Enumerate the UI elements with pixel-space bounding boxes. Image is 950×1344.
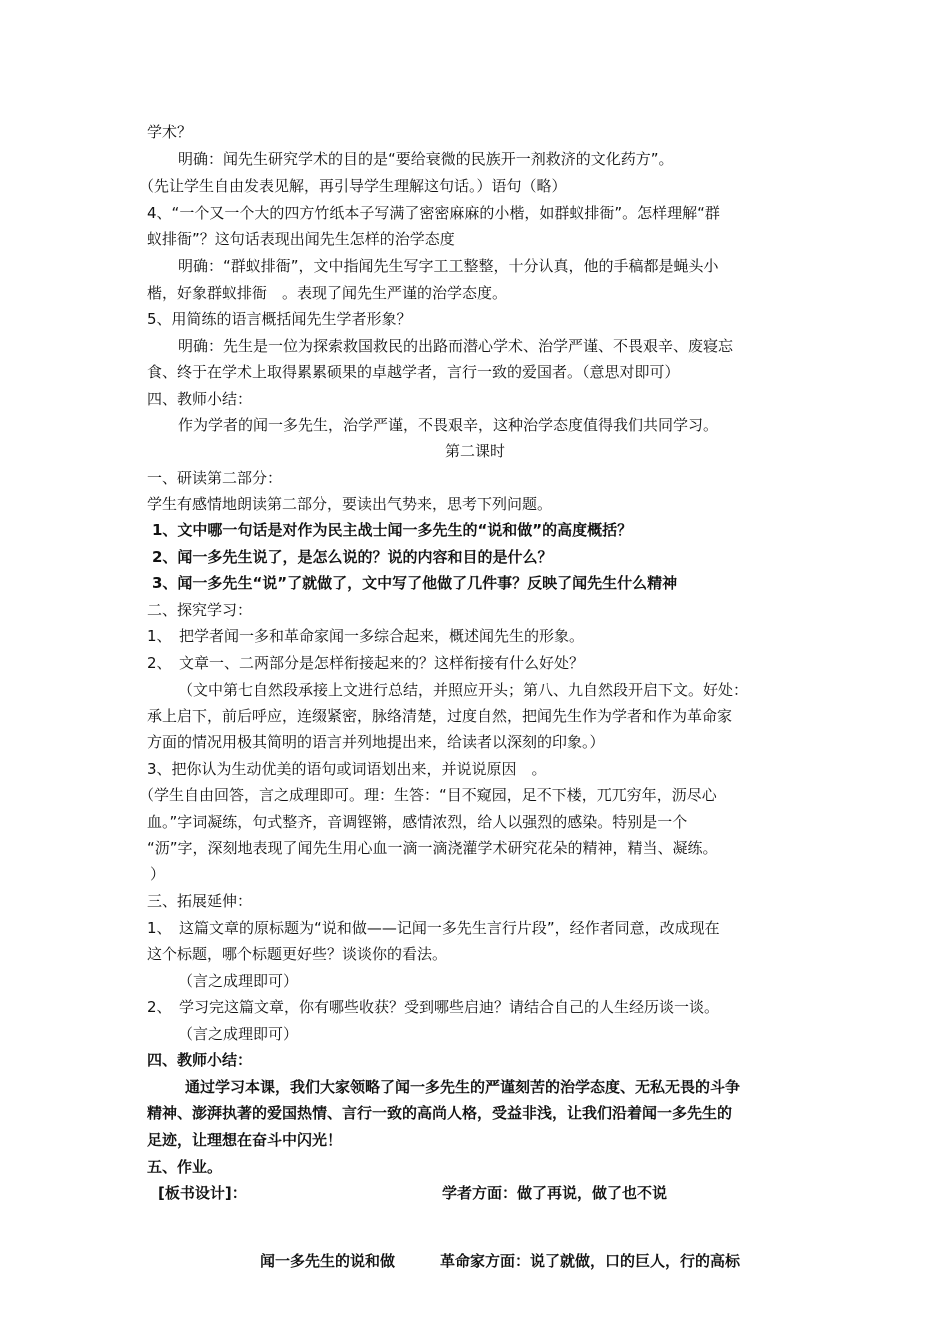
section-heading: 三、拓展延伸：	[147, 892, 253, 910]
text-line: 蚁排衙”？这句话表现出闻先生怎样的治学态度	[147, 230, 455, 248]
section-heading: 一、研读第二部分：	[147, 469, 283, 487]
text-line: （文中第七自然段承接上文进行总结，并照应开头；第八、九自然段开启下文。好处：	[178, 681, 749, 699]
text-line: 明确：先生是一位为探索救国救民的出路而潜心学术、治学严谨、不畏艰辛、废寝忘	[178, 337, 734, 355]
board-center-title: 闻一多先生的说和做	[260, 1252, 396, 1270]
text-line: 2、 学习完这篇文章，你有哪些收获？受到哪些启迪？请结合自己的人生经历谈一谈。	[147, 998, 720, 1016]
text-line: 食、终于在学术上取得累累硕果的卓越学者，言行一致的爱国者。（意思对即可）	[147, 363, 680, 381]
text-line: 明确：“群蚁排衙”，文中指闻先生写字工工整整，十分认真，他的手稿都是蝇头小	[178, 257, 719, 275]
text-line: 明确：闻先生研究学术的目的是“要给衰微的民族开一剂救济的文化药方”。	[178, 150, 674, 168]
text-line: 楷，好象群蚁排衙 。表现了闻先生严谨的治学态度。	[147, 284, 508, 302]
text-line: 作为学者的闻一多先生，治学严谨，不畏艰辛，这种治学态度值得我们共同学习。	[178, 416, 719, 434]
text-line: （言之成理即可）	[178, 1025, 299, 1043]
text-line: 1、 把学者闻一多和革命家闻一多综合起来，概述闻先生的形象。	[147, 627, 585, 645]
text-line: ）	[150, 865, 166, 883]
board-scholar-line: 学者方面：做了再说，做了也不说	[442, 1184, 668, 1202]
summary-line: 足迹，让理想在奋斗中闪光！	[147, 1131, 343, 1149]
text-line: 承上启下，前后呼应，连缀紧密，脉络清楚，过度自然，把闻先生作为学者和作为革命家	[147, 707, 733, 725]
text-line: （言之成理即可）	[178, 972, 299, 990]
section-heading: 二、探究学习：	[147, 601, 253, 619]
section-heading: 四、教师小结：	[147, 1051, 253, 1069]
summary-line: 精神、澎湃执著的爱国热情、言行一致的高尚人格，受益非浅，让我们沿着闻一多先生的	[147, 1104, 733, 1122]
text-line: 血。”字词凝练，句式整齐，音调铿锵，感情浓烈，给人以强烈的感染。特别是一个	[147, 813, 688, 831]
question-line: 2、闻一多先生说了，是怎么说的？说的内容和目的是什么？	[152, 548, 553, 566]
question-line: 1、文中哪一句话是对作为民主战士闻一多先生的“说和做”的高度概括？	[152, 521, 633, 539]
text-line: 2、 文章一、二两部分是怎样衔接起来的？这样衔接有什么好处？	[147, 654, 585, 672]
text-line: “沥”字，深刻地表现了闻先生用心血一滴一滴浇灌学术研究花朵的精神，精当、凝练。	[147, 839, 718, 857]
lesson-title: 第二课时	[444, 442, 505, 460]
summary-line: 通过学习本课，我们大家领略了闻一多先生的严谨刻苦的治学态度、无私无畏的斗争	[185, 1078, 741, 1096]
section-heading: 四、教师小结：	[147, 390, 253, 408]
text-line: 这个标题，哪个标题更好些？谈谈你的看法。	[147, 945, 448, 963]
text-line: 学术？	[147, 123, 193, 141]
section-heading: 五、作业。	[147, 1158, 223, 1176]
text-line: 5、用简练的语言概括闻先生学者形象？	[147, 310, 412, 328]
text-line: 方面的情况用极其简明的语言并列地提出来，给读者以深刻的印象。）	[147, 733, 605, 751]
question-line: 3、闻一多先生“说”了就做了，文中写了他做了几件事？反映了闻先生什么精神	[152, 574, 678, 592]
text-line: （学生自由回答，言之成理即可。理：生答：“目不窥园，足不下楼，兀兀穷年，沥尽心	[139, 786, 717, 804]
board-design-label: [板书设计]：	[158, 1184, 247, 1202]
text-line: 4、“一个又一个大的四方竹纸本子写满了密密麻麻的小楷，如群蚁排衙”。怎样理解“群	[147, 204, 720, 222]
text-line: 3、把你认为生动优美的语句或词语划出来，并说说原因 。	[147, 760, 547, 778]
board-revolutionary-line: 革命家方面：说了就做，口的巨人，行的高标	[440, 1252, 741, 1270]
text-line: 学生有感情地朗读第二部分，要读出气势来，思考下列问题。	[147, 495, 553, 513]
text-line: （先让学生自由发表见解，再引导学生理解这句话。）语句（略）	[139, 177, 567, 195]
text-line: 1、 这篇文章的原标题为“说和做——记闻一多先生言行片段”，经作者同意，改成现在	[147, 919, 720, 937]
